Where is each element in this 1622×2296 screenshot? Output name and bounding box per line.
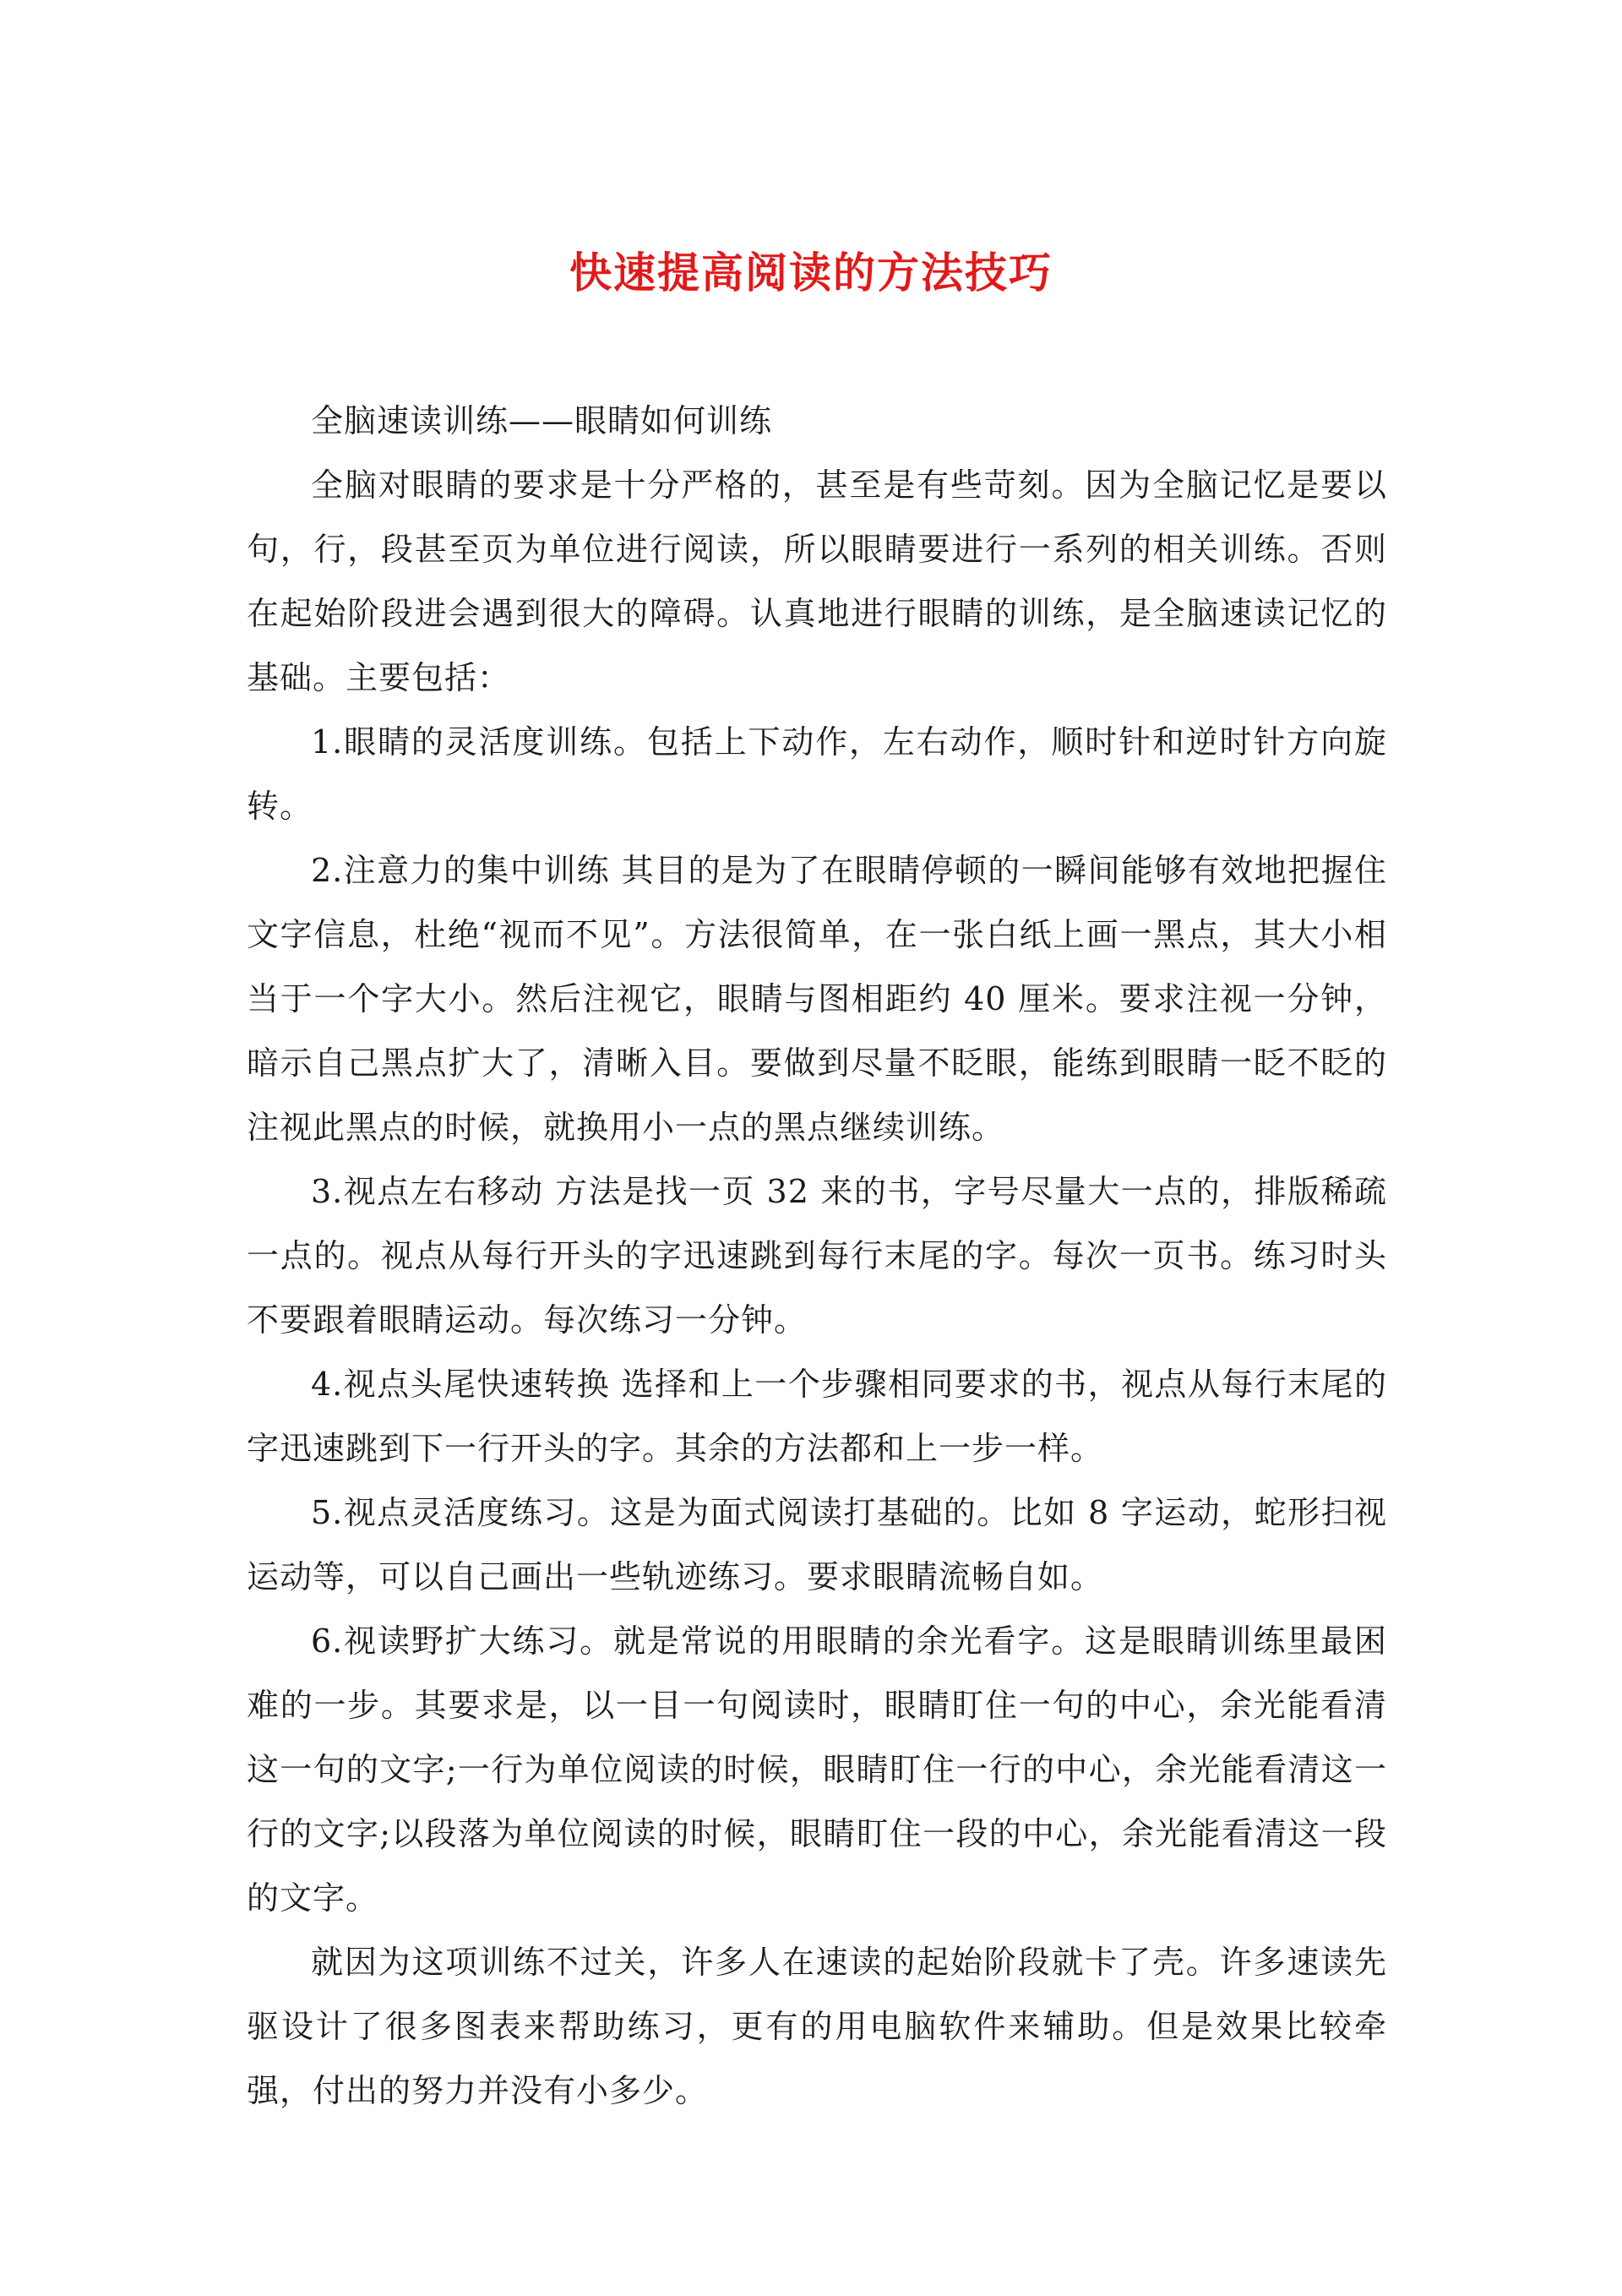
paragraph-intro: 全脑对眼睛的要求是十分严格的，甚至是有些苛刻。因为全脑记忆是要以句，行，段甚至页为单位进行阅读，所以眼睛要进行一系列的相关训练。否则在起始阶段进会遇到很大的障碍。认真地进行眼睛的训练，是全脑速读记忆的基础。主要包括： (247, 466, 1387, 696)
section-heading: 全脑速读训练——眼睛如何训练 (311, 402, 773, 439)
paragraph-item-6: 6.视读野扩大练习。就是常说的用眼睛的余光看字。这是眼睛训练里最困难的一步。其要求是，以一目一句阅读时，眼睛盯住一句的中心，余光能看清这一句的文字;一行为单位阅读的时候，眼睛盯住一行的中心，余光能看清这一行的文字;以段落为单位阅读的时候，眼睛盯住一段的中心，余光能看清这一段的文字。 (247, 1622, 1387, 1917)
paragraph-item-5: 5.视点灵活度练习。这是为面式阅读打基础的。比如 8 字运动，蛇形扫视运动等，可以自己画出一些轨迹练习。要求眼睛流畅自如。 (247, 1494, 1387, 1595)
paragraph-item-2: 2.注意力的集中训练 其目的是为了在眼睛停顿的一瞬间能够有效地把握住文字信息，杜绝“视而不见”。方法很简单，在一张白纸上画一黑点，其大小相当于一个字大小。然后注视它，眼睛与图相距约 40 厘米。要求注视一分钟，暗示自己黑点扩大了，清晰入目。要做到尽量不眨眼，能练到眼睛一眨不眨的注视此黑点的时候，就换用小一点的黑点继续训练。 (247, 852, 1387, 1146)
document-body (247, 389, 1387, 2123)
paragraph-conclusion: 就因为这项训练不过关，许多人在速读的起始阶段就卡了壳。许多速读先驱设计了很多图表来帮助练习，更有的用电脑软件来辅助。但是效果比较牵强，付出的努力并没有小多少。 (247, 1944, 1387, 2109)
document-title: 快速提高阅读的方法技巧 (569, 248, 1053, 297)
paragraph-item-1: 1.眼睛的灵活度训练。包括上下动作，左右动作，顺时针和逆时针方向旋转。 (247, 723, 1387, 825)
paragraph-item-4: 4.视点头尾快速转换 选择和上一个步骤相同要求的书，视点从每行末尾的字迅速跳到下一行开头的字。其余的方法都和上一步一样。 (247, 1366, 1387, 1467)
paragraph-item-3: 3.视点左右移动 方法是找一页 32 来的书，字号尽量大一点的，排版稀疏一点的。视点从每行开头的字迅速跳到每行末尾的字。每次一页书。练习时头不要跟着眼睛运动。每次练习一分钟。 (247, 1173, 1387, 1339)
